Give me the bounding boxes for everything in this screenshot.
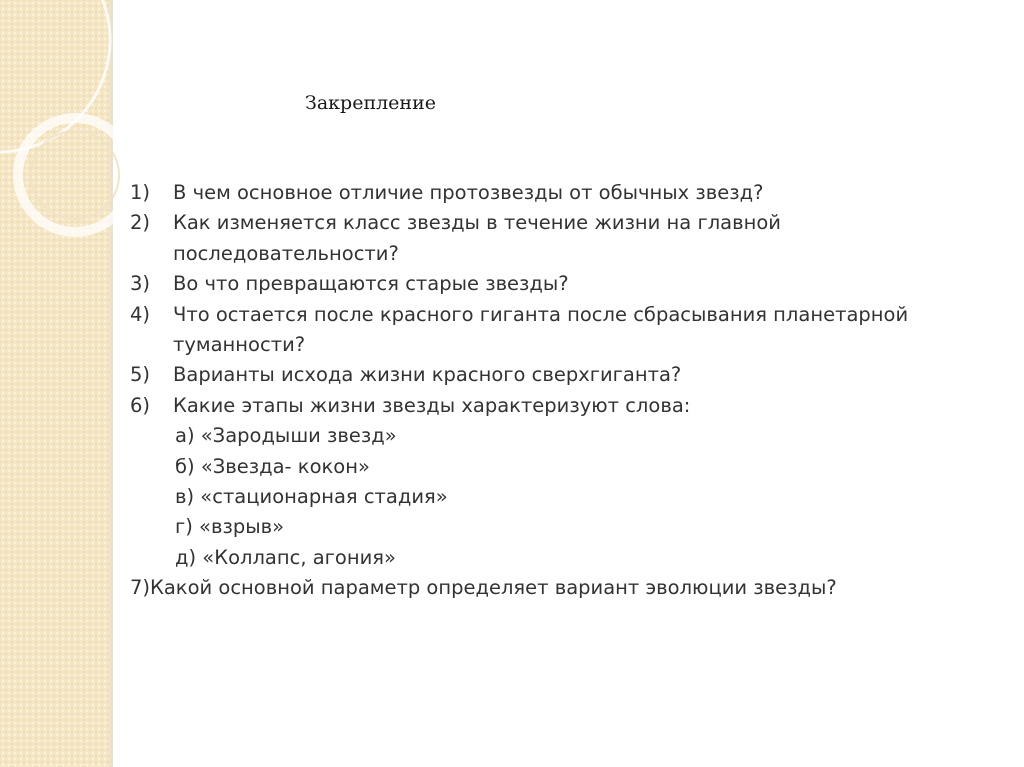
sub-item-v: в) «стационарная стадия»: [175, 485, 448, 509]
sub-item-g: г) «взрыв»: [175, 515, 285, 539]
question-number: 4): [130, 302, 151, 326]
question-text: Варианты исхода жизни красного сверхгиганта?: [173, 363, 682, 387]
sub-item-b: б) «Звезда- кокон»: [175, 454, 370, 478]
question-number: 5): [130, 363, 151, 387]
question-item-6: [130, 391, 1010, 421]
question-number: 6): [130, 393, 151, 417]
question-text: Как изменяется класс звезды в течение жизни на главной последовательности?: [173, 211, 781, 265]
slide-title: Закрепление: [305, 92, 436, 114]
question-text: Что остается после красного гиганта после сбрасывания планетарной туманности?: [173, 302, 909, 357]
question-item-5: [130, 360, 1010, 390]
question-item-4: [130, 300, 1010, 361]
large-arc: [0, 0, 110, 152]
sub-item-d: д) «Коллапс, агония»: [175, 545, 396, 569]
small-ring: [18, 118, 130, 232]
question-number: 2): [130, 211, 151, 235]
question-item-7: 7)Какой основной параметр определяет вариант эволюции звезды?: [130, 576, 837, 600]
question-item-3: [130, 269, 1010, 299]
question-text: В чем основное отличие протозвезды от обычных звезд?: [173, 181, 764, 204]
question-number: 1): [130, 181, 151, 204]
sub-item-a: а) «Зародыши звезд»: [175, 424, 397, 448]
question-item-1: [130, 178, 1010, 208]
inner-ring: [31, 131, 119, 219]
question-item-2: [130, 208, 1010, 269]
question-number: 3): [130, 272, 151, 296]
question-text: Во что превращаются старые звезды?: [173, 272, 569, 296]
decorative-circles: [0, 0, 130, 300]
question-list: [130, 178, 1010, 604]
question-text: Какие этапы жизни звезды характеризуют слова:: [173, 393, 691, 417]
